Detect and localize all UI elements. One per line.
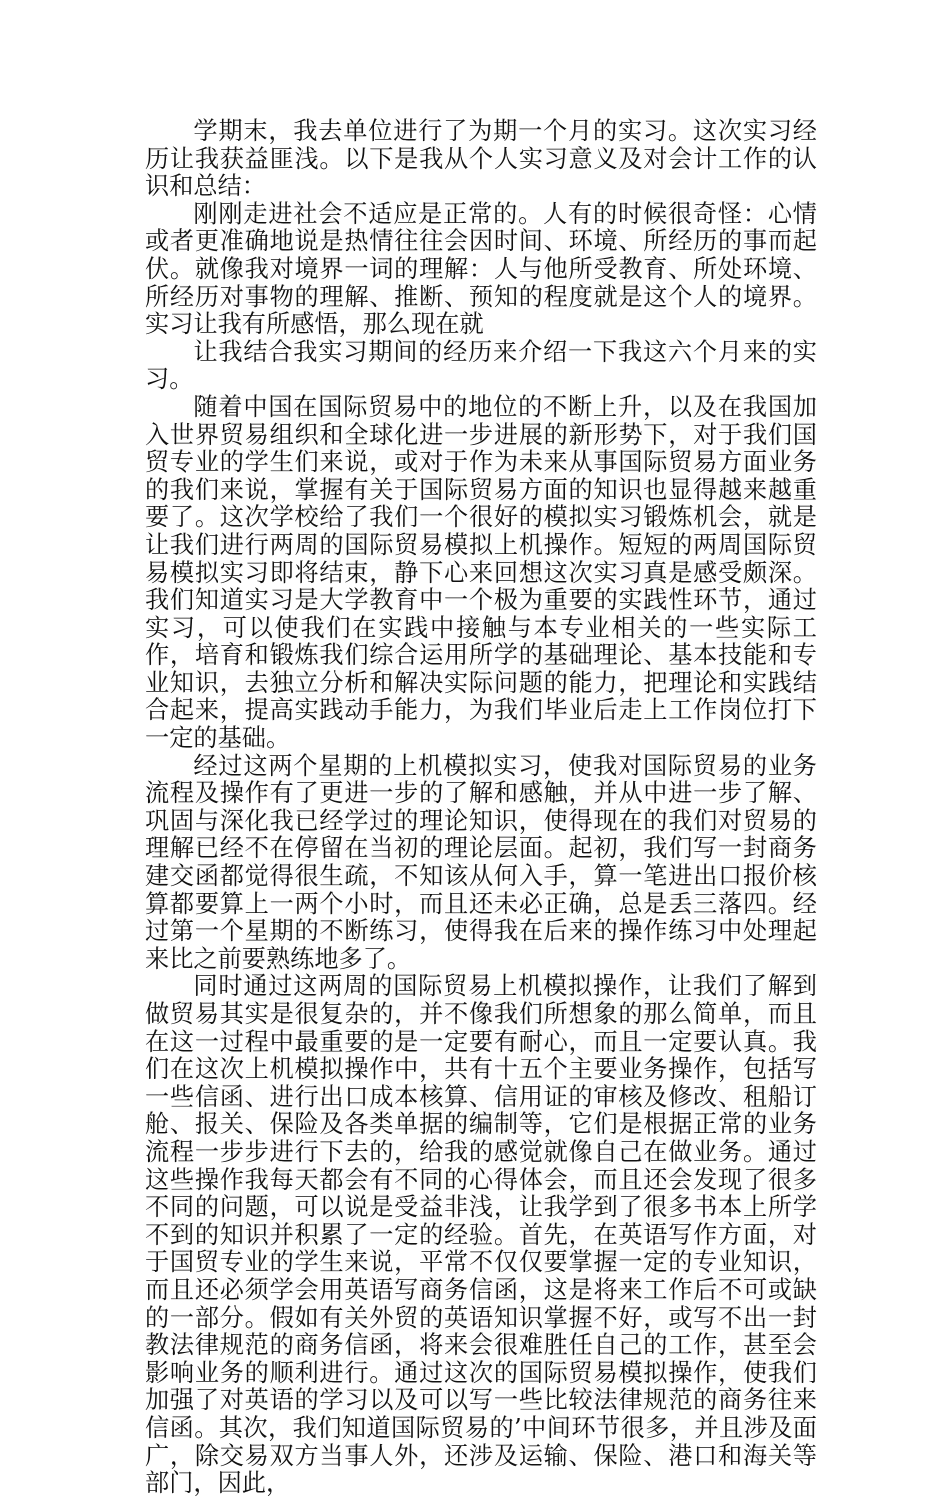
paragraph-simulation-experience: 经过这两个星期的上机模拟实习，使我对国际贸易的业务流程及操作有了更进一步的了解和感触，并从中进一步了解、巩固与深化我已经学过的理论知识，使得现在的我们对贸易的理解已经不在停留在当初的理论层面。起初，我们写一封商务建交函都觉得很生疏，不知该从何入手，算一笔进出口报价核算都要算上一两个小时，而且还未必正确，总是丢三落四。经过第一个星期的不断练习，使得我在后来的操作练习中处理起来比之前要熟练地多了。 [145,751,817,973]
paragraph-operations-and-lessons: 同时通过这两周的国际贸易上机模拟操作，让我们了解到做贸易其实是很复杂的，并不像我们所想象的那么简单，而且在这一过程中最重要的是一定要有耐心，而且一定要认真。我们在这次上机模拟操作中，共有十五个主要业务操作，包括写一些信函、进行出口成本核算、信用证的审核及修改、租船订舱、报关、保险及各类单据的编制等，它们是根据正常的业务流程一步步进行下去的，给我的感觉就像自己在做业务。通过这些操作我每天都会有不同的心得体会，而且还会发现了很多不同的问题，可以说是受益非浅，让我学到了很多书本上所学不到的知识并积累了一定的经验。首先，在英语写作方面，对于国贸专业的学生来说，平常不仅仅要掌握一定的专业知识，而且还必须学会用英语写商务信函，这是将来工作后不可或缺的一部分。假如有关外贸的英语知识掌握不好，或写不出一封教法律规范的商务信函，将来会很难胜任自己的工作，甚至会影响业务的顺利进行。通过这次的国际贸易模拟操作，使我们加强了对英语的学习以及可以写一些比较法律规范的商务往来信函。其次，我们知道国际贸易的’中间环节很多，并且涉及面广，除交易双方当事人外，还涉及运输、保险、港口和海关等部门，因此， [145,972,817,1498]
paragraph-introduction-of-internship: 让我结合我实习期间的经历来介绍一下我这六个月来的实习。 [145,337,817,394]
document-body [145,118,817,1498]
paragraph-intro: 学期末，我去单位进行了为期一个月的实习。这次实习经历让我获益匪浅。以下是我从个人实习意义及对会计工作的认识和总结： [145,117,817,201]
paragraph-adaptation: 刚刚走进社会不适应是正常的。人有的时候很奇怪：心情或者更准确地说是热情往往会因时间、环境、所经历的事而起伏。就像我对境界一词的理解：人与他所受教育、所处环境、所经历对事物的理解、推断、预知的程度就是这个人的境界。实习让我有所感悟，那么现在就 [145,199,817,339]
paragraph-trade-background: 随着中国在国际贸易中的地位的不断上升，以及在我国加入世界贸易组织和全球化进一步进展的新形势下，对于我们国贸专业的学生们来说，或对于作为未来从事国际贸易方面业务的我们来说，掌握有关于国际贸易方面的知识也显得越来越重要了。这次学校给了我们一个很好的模拟实习锻炼机会，就是让我们进行两周的国际贸易模拟上机操作。短短的两周国际贸易模拟实习即将结束，静下心来回想这次实习真是感受颇深。我们知道实习是大学教育中一个极为重要的实践性环节，通过实习，可以使我们在实践中接触与本专业相关的一些实际工作，培育和锻炼我们综合运用所学的基础理论、基本技能和专业知识，去独立分析和解决实际问题的能力，把理论和实践结合起来，提高实践动手能力，为我们毕业后走上工作岗位打下一定的基础。 [145,392,817,753]
